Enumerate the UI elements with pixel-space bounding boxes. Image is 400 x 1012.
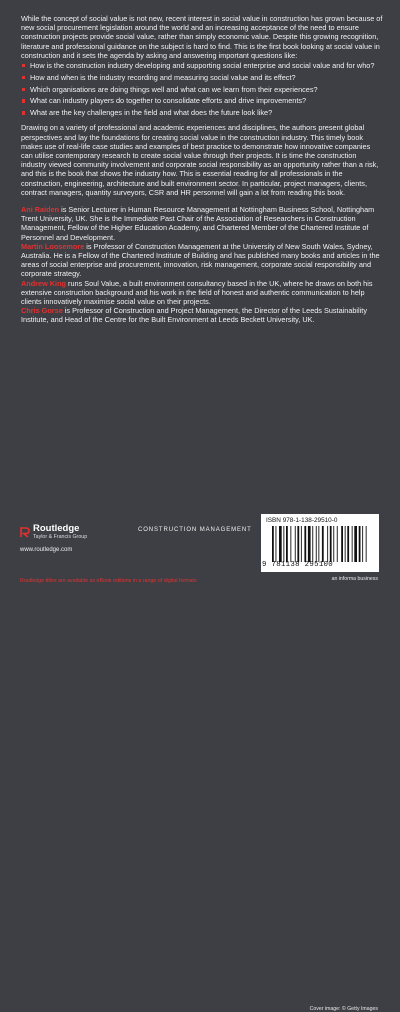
back-cover-blurb [21,14,383,325]
barcode-icon [272,526,368,562]
author-bio [21,306,383,324]
barcode-panel [261,514,379,572]
question-item: How and when is the industry recording and measuring social value and its effect? [21,73,383,82]
publisher-url[interactable]: www.routledge.com [20,547,73,553]
author-bios [21,205,383,325]
author-name: Ani Raiden [21,205,60,215]
author-name: Martin Loosemore [21,241,85,251]
author-name: Chris Gorse [21,306,63,316]
routledge-logo-icon [20,527,30,538]
intro-paragraph: While the concept of social value is not new, recent interest in social value in construction has grown because of new social procurement legislation around the world and an increasing acceptance of the need to ensure construction projects provide social value, rather than simply economic value. Despite this growing recognition, literature and professional guidance on the subject is hard to find. This is the first book looking at social value in construction and it sets the agenda by asking and answering important questions like: [21,14,383,60]
author-bio-text: runs Soul Value, a built environment consultancy based in the UK, where he draws on both his extensive construction background and his work in the field of honest and authentic communication to help clients innovatively maximise social value on their projects. [21,278,373,307]
informa-business-note: an informa business [331,576,378,582]
author-bio [21,279,383,307]
isbn: ISBN 978-1-138-29510-0 [266,517,338,524]
description-paragraph: Drawing on a variety of professional and academic experiences and disciplines, the authors present global perspectives and lay the foundations for creating social value in the construction industry. This timely book makes use of real-life case studies and examples of best practice to demonstrate how innovative companies can utilise contemporary research to create social value through their projects. It is time the construction industry viewed community involvement and corporate social responsibility as an opportunity rather than a risk, and this is the book that shows the industry how. This is essential reading for all professionals in the construction, engineering, architecture and built environment sector. In particular, project managers, clients, contract managers, quantity surveyors, CSR and HR personnel will gain a lot from reading this book. [21,123,379,197]
author-bio [21,242,383,279]
ebook-note: Routledge titles are available as eBook editions in a range of digital formats [20,578,197,584]
author-bio [21,205,383,242]
question-item: What are the key challenges in the field and what does the future look like? [21,108,383,117]
question-item: How is the construction industry developing and supporting social enterprise and social value and for who? [21,61,383,70]
author-bio-text: is Professor of Construction and Project Management, the Director of the Leeds Sustainability Institute, and Head of the Centre for the Built Environment at Leeds Beckett University, UK. [21,306,367,325]
author-bio-text: is Professor of Construction Management at the University of New South Wales, Sydney, Australia. He is a Fellow of the Chartered Institute of Building and has published many books and articles in the areas of social enterprise and procurement, innovation, risk management, corporate social responsibility and corporate strategy. [21,241,380,279]
subject-category: CONSTRUCTION MANAGEMENT [138,527,252,533]
author-name: Andrew King [21,278,66,288]
question-item: What can industry players do together to consolidate efforts and drive improvements? [21,96,383,105]
questions-list [21,61,383,117]
barcode-number: 9 781138 295100 [262,561,334,569]
author-bio-text: is Senior Lecturer in Human Resource Management at Nottingham Business School, Nottingham Trent University, UK. She is the Immediate Past Chair of the Association of Researchers in Construction Management, Fellow of the Higher Education Academy, and Chartered Member of the Chartered Institute of Personnel and Development. [21,205,375,242]
publisher-group: Taylor & Francis Group [33,534,88,540]
publisher-name: Routledge [33,523,80,534]
question-item: Which organisations are doing things well and what can we learn from their experiences? [21,85,383,94]
cover-image-credit: Cover image: © Getty Images [309,1006,378,1012]
